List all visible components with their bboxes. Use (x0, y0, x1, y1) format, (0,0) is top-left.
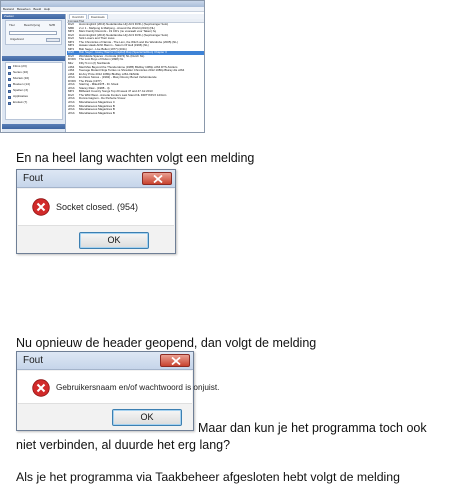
error-dialog-socket (16, 169, 176, 254)
option-titel[interactable]: Titel (9, 23, 15, 27)
folder-icon (8, 96, 11, 99)
right-pane (67, 14, 205, 132)
dialog-message: Gebruikersnaam en/of wachtwoord is onjuist. (56, 383, 220, 392)
row-format: MP3 (68, 40, 74, 44)
option-nzb[interactable]: NZB (49, 23, 55, 27)
newsreader-screenshot (0, 0, 205, 133)
row-format: xPub (68, 97, 75, 101)
paragraph-3-line-2: niet verbinden, al duurde het erg lang? (16, 438, 231, 452)
error-icon (32, 198, 50, 216)
row-title: Mad Max Beyond the Thunderdome (1985) BluRay 1080p x264 DTS-Smilers (79, 65, 178, 69)
row-format: MP3 (68, 90, 74, 94)
post-list (67, 23, 205, 115)
category-label: Spellen (3) (13, 88, 28, 93)
row-title: Miscellaneous Magazines B (79, 111, 115, 115)
folder-icon (8, 90, 11, 93)
row-format: xPub (68, 111, 75, 115)
category-label: Series (10) (13, 70, 29, 75)
row-title: Donna Gagnon - De Perfecte Vrouw (79, 97, 126, 101)
row-title: Fifty 5 mm (f) Nordlands (79, 62, 110, 66)
row-format: DivX (68, 23, 75, 26)
ok-button[interactable]: OK (112, 409, 182, 426)
row-title: Billboard Country Songs Top 20 week 47 and 47 Jul 2013 (79, 90, 153, 94)
row-format: MP3 (68, 44, 74, 48)
dialog-titlebar (17, 170, 175, 188)
row-format: MP3 (68, 47, 74, 51)
row-title: The Lost Boys of Pelton (1998) NL (79, 58, 124, 62)
option-beschrijving[interactable]: Beschrijving (24, 23, 41, 27)
search-button[interactable] (46, 38, 60, 42)
row-format: NBD (68, 26, 75, 30)
row-title: The Chronicles of Narnia - The Lion, the Witch and the Wardrobe (2005) (NL) (79, 40, 178, 44)
category-list (5, 62, 63, 120)
close-button[interactable] (142, 172, 172, 185)
ok-button[interactable]: OK (79, 232, 149, 249)
category-label: Applicaties (13, 94, 28, 99)
row-title: The Pirate (1977) (79, 79, 102, 83)
row-title: Marc Family Records - 19 CD's (nu vooraadt voor Taken) hq (79, 30, 156, 34)
dialog-titlebar (17, 352, 193, 370)
row-format: x264 (68, 65, 75, 69)
close-icon (171, 357, 181, 365)
menu-beeld[interactable]: Beeld (33, 7, 42, 11)
category-label: Muziek (16) (13, 76, 30, 81)
row-format: xPub (68, 86, 75, 90)
row-format: xPub (68, 104, 75, 108)
table-row[interactable] (67, 112, 205, 116)
dialog-title: Fout (23, 173, 44, 184)
row-title: The Wild West - Annette Funke's Last Stand NL DIRTYDIVX 123min (79, 93, 167, 97)
row-title: Et Any Price 2012 1080p BluRay x264-VENUE (79, 72, 139, 76)
search-input[interactable] (9, 31, 57, 35)
category-label: Films (23) (13, 64, 27, 69)
dialog-content (18, 371, 220, 404)
row-title: Hummingbird (2013) Nederlandse HQ AC3 DVD-) (Seprissinger Solo) (79, 33, 169, 37)
row-format: DVD9 (68, 58, 76, 62)
categories-header (2, 56, 65, 61)
row-format: DivX (68, 51, 75, 55)
folder-icon (8, 84, 11, 87)
row-title: 2 or 1 - Mahjong & Mahjong - Around the World (2013) (NL) (79, 26, 156, 30)
row-format: DivX (68, 93, 75, 97)
search-pane-header: Zoeken (2, 14, 65, 19)
row-title: Miscellaneous Magazines B (79, 108, 115, 112)
row-format: MP3 (68, 30, 74, 34)
row-format: DivX (68, 37, 75, 41)
paragraph-4: Als je het programma via Taakbeheer afgesloten hebt volgt de melding (16, 470, 400, 484)
column-titel[interactable]: Titel (79, 19, 85, 23)
row-title: Starring - Mike1978 - Dr. Mook (79, 83, 119, 87)
row-format: DivX (68, 33, 75, 37)
row-title: Bob Seger - Heavy Warrior (Capitol) Rap (Special Edition) Chapter 3 (79, 51, 167, 55)
row-format: DVD9 (68, 79, 76, 83)
row-format: x264 (68, 72, 75, 76)
paragraph-2: Nu opnieuw de header geopend, dan volgt de melding (16, 336, 317, 350)
tab-overzicht[interactable]: Overzicht (69, 14, 87, 19)
category-label: Boeken (14) (13, 82, 30, 87)
folder-icon (8, 66, 11, 69)
uitgebreid-label[interactable]: Uitgebreid (10, 37, 24, 41)
menu-bewerken[interactable]: Bewerken (17, 7, 31, 11)
row-title: Teenage Mutant Ninja Turtles vs Shredder Chronicles 2012 1080p Bluray dts x264 (79, 69, 185, 73)
dialog-title: Fout (23, 355, 44, 366)
row-format: xPub (68, 108, 75, 112)
folder-icon (8, 102, 11, 105)
category-label: Erotiek (7) (13, 100, 28, 105)
paragraph-1: En na heel lang wachten volgt een melding (16, 151, 255, 165)
row-format: xPub (68, 76, 75, 80)
row-title: Miscellaneous Magazines B (79, 104, 115, 108)
row-title: Sick Lovers and Their Lives (79, 37, 115, 41)
column-formaat[interactable]: Formaat (68, 19, 79, 23)
app-menubar (1, 7, 204, 12)
row-title: Worldwide Spaces - Formula (1974) NL (Dutch NL) (79, 54, 145, 58)
row-title: En Deux Stores - (1992) - Maxy Roomy Bored Verfelmkende (79, 76, 157, 80)
close-icon (153, 175, 163, 183)
paragraph-3-line-1: Maar dan kun je het programma toch ook (198, 421, 427, 435)
row-format: xPub (68, 83, 75, 87)
menu-help[interactable]: Help (44, 7, 51, 11)
row-format: DivX (68, 54, 75, 58)
filter-header (2, 124, 65, 129)
error-dialog-credentials (16, 351, 220, 431)
error-icon (32, 379, 50, 397)
row-title: Miscellaneous Magazines C (79, 101, 115, 105)
search-box (5, 20, 62, 45)
row-format: Mkv (68, 62, 74, 66)
row-title: Stacey Raw - (1988 - 4) (79, 86, 110, 90)
row-format: x264 (68, 69, 75, 73)
left-pane (2, 14, 66, 132)
tab-downloads[interactable]: Downloads (88, 14, 108, 19)
dialog-content (18, 189, 174, 226)
dialog-message: Socket closed. (954) (56, 202, 139, 212)
menu-bestand[interactable]: Bestand (3, 7, 15, 11)
row-title: Hawax Hawk Ahhh Bamm - Saturn Of Hell (1996) (NL) (79, 44, 149, 48)
close-button[interactable] (160, 354, 190, 367)
folder-icon (8, 78, 11, 81)
folder-icon (8, 72, 11, 75)
row-title: Bob Seger - Live Bullet (1977) (2011) (79, 47, 127, 51)
row-format: xPub (68, 101, 75, 105)
category-item[interactable] (8, 100, 60, 106)
row-title: Hummingbird (2013) Nederlandse HQ AC3 DVD-) (Seprissinger Solo) (79, 23, 169, 26)
